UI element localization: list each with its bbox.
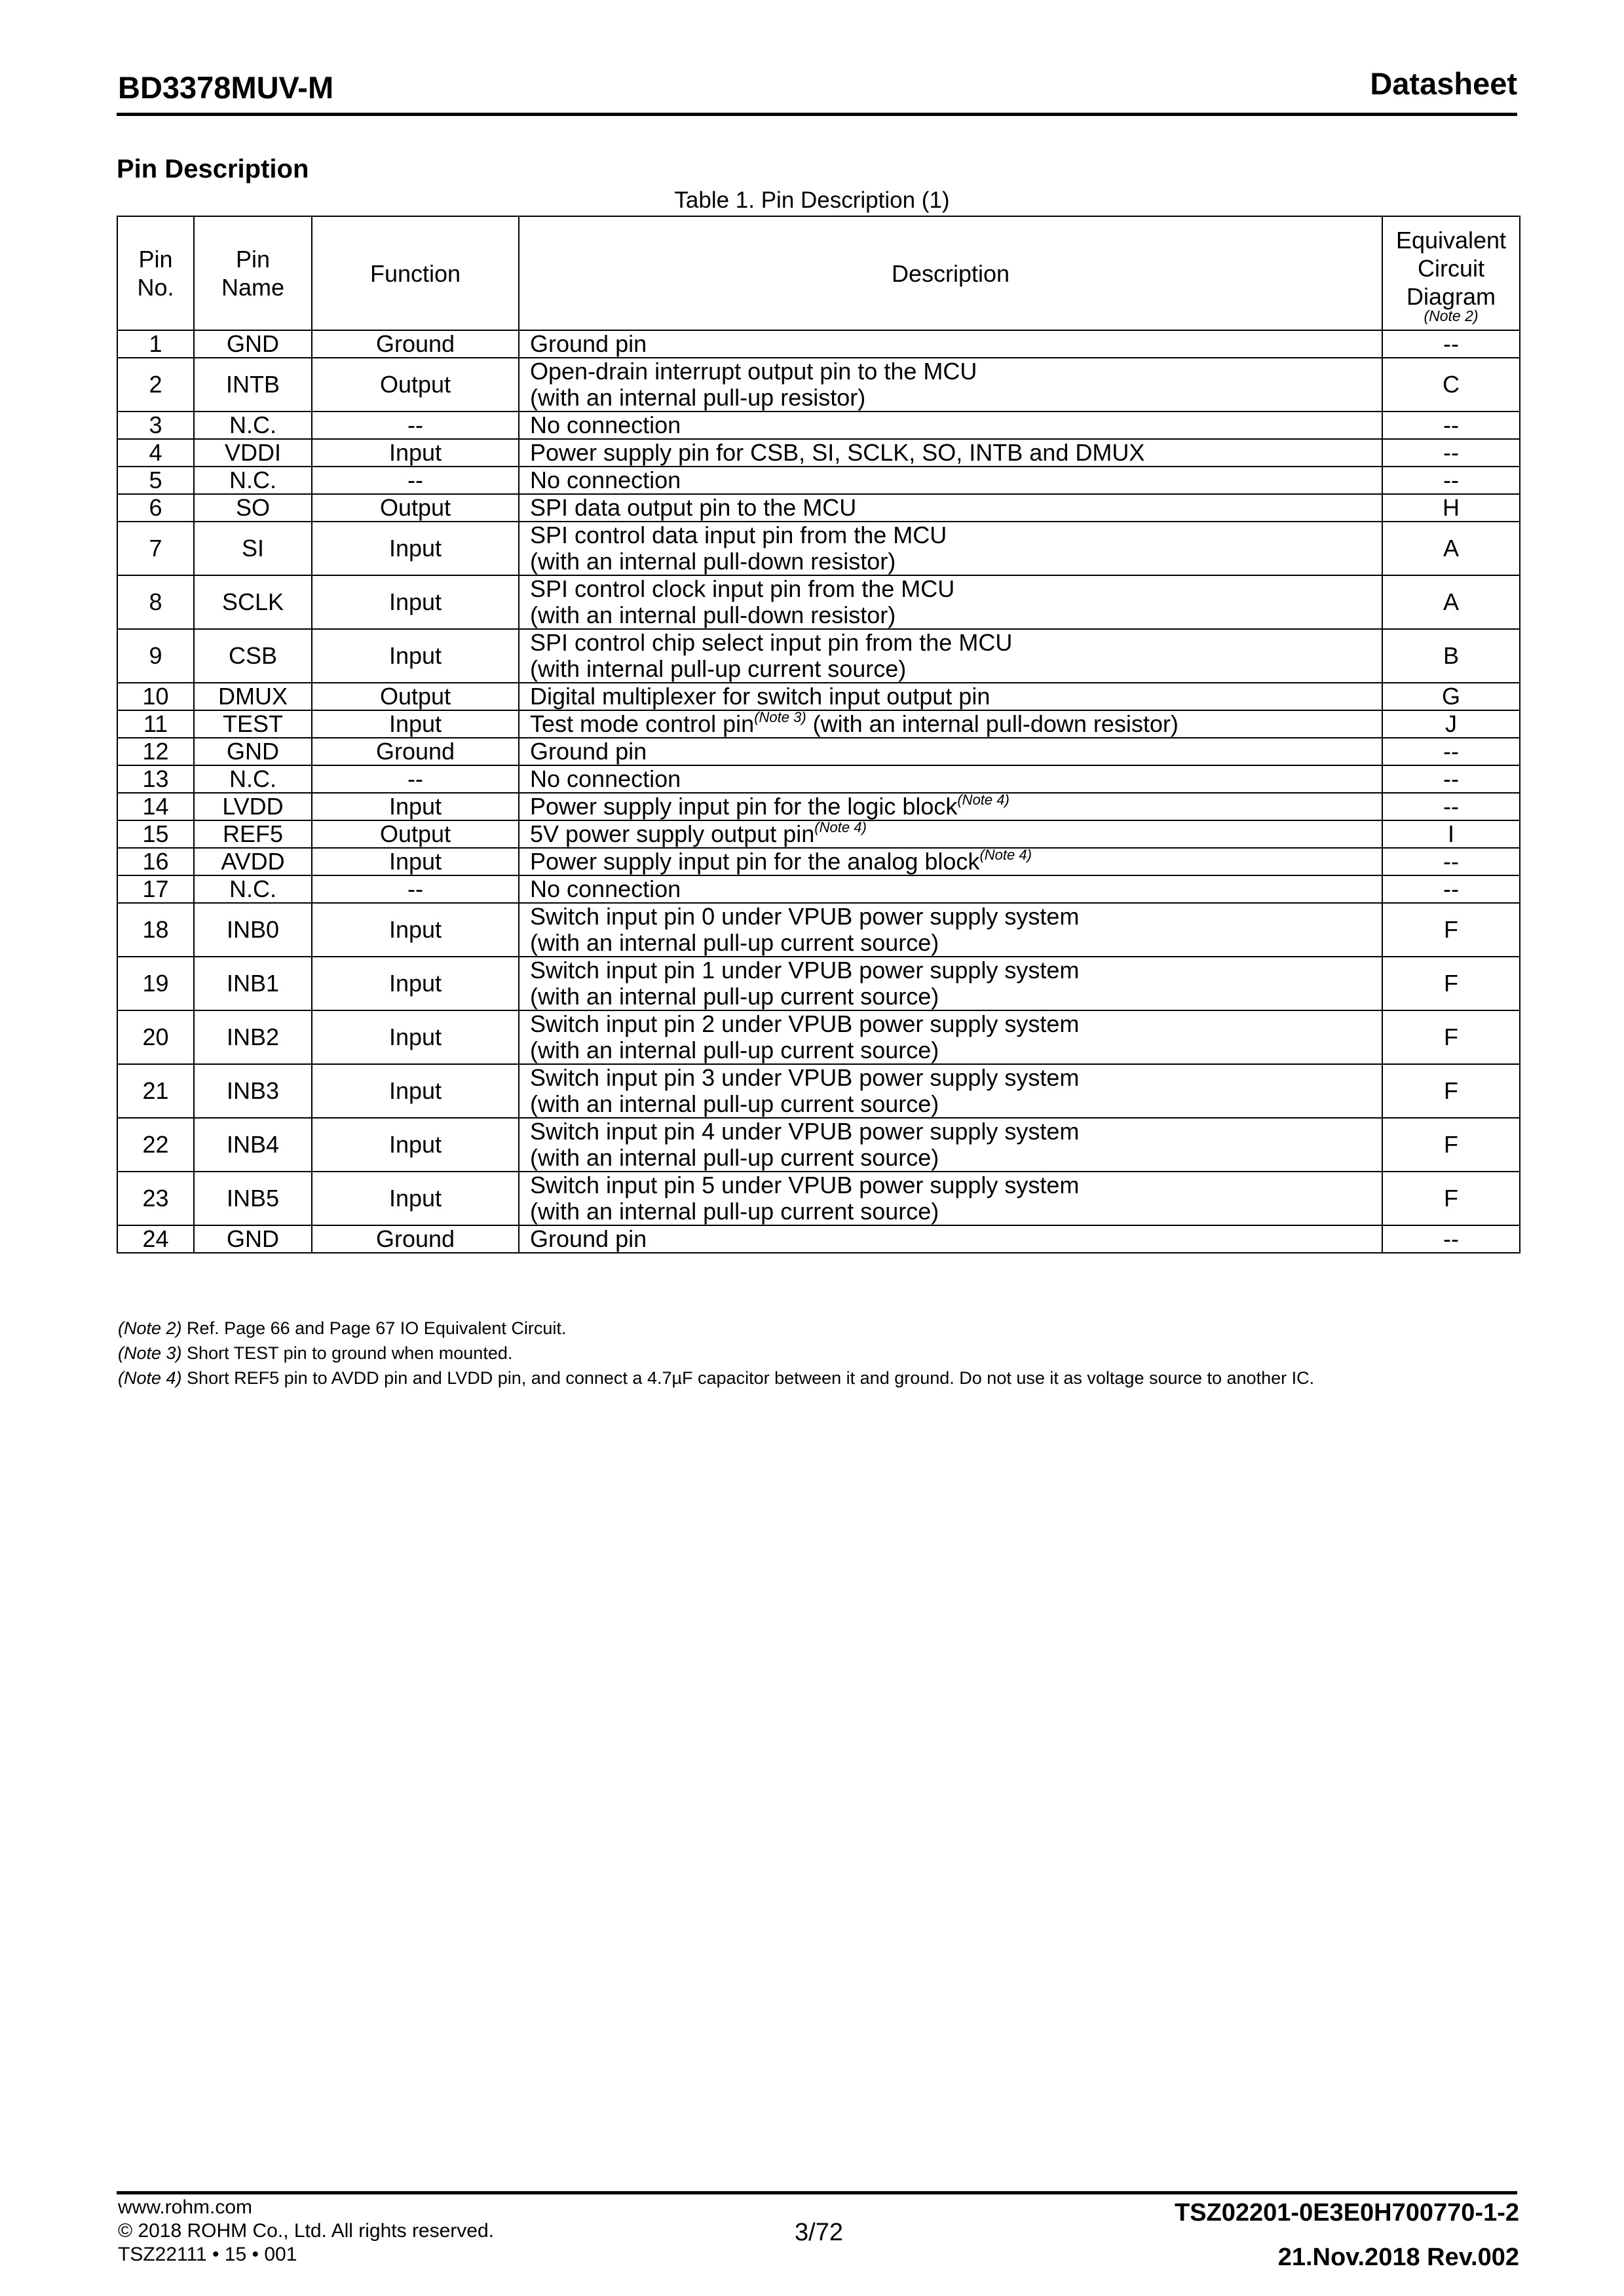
equivalent-circuit: J bbox=[1382, 710, 1520, 738]
description-line-2: (with an internal pull-up current source) bbox=[530, 1090, 939, 1117]
pin-function: Output bbox=[312, 820, 519, 848]
header-part-number: BD3378MUV-M bbox=[118, 70, 334, 105]
pin-description bbox=[519, 820, 1382, 848]
pin-description bbox=[519, 1172, 1382, 1225]
pin-name: DMUX bbox=[194, 683, 312, 710]
table-caption: Table 1. Pin Description (1) bbox=[674, 187, 950, 213]
pin-name: TEST bbox=[194, 710, 312, 738]
pin-function: Ground bbox=[312, 330, 519, 358]
pin-number: 17 bbox=[117, 875, 194, 903]
description-line-1: Switch input pin 4 under VPUB power supply system bbox=[530, 1118, 1080, 1145]
note-3: (Note 3) Short TEST pin to ground when mounted. bbox=[118, 1343, 513, 1363]
description-line-1: Ground pin bbox=[530, 738, 647, 765]
footer-page-number: 3/72 bbox=[795, 2219, 843, 2246]
pin-description bbox=[519, 330, 1382, 358]
pin-description bbox=[519, 411, 1382, 439]
pin-description bbox=[519, 683, 1382, 710]
equivalent-circuit: G bbox=[1382, 683, 1520, 710]
pin-function: Output bbox=[312, 358, 519, 411]
table-row bbox=[117, 522, 1520, 575]
equivalent-circuit: -- bbox=[1382, 411, 1520, 439]
pin-description bbox=[519, 903, 1382, 957]
pin-name: GND bbox=[194, 330, 312, 358]
equivalent-circuit: -- bbox=[1382, 439, 1520, 467]
pin-function: Input bbox=[312, 793, 519, 820]
notes bbox=[118, 1316, 1314, 1390]
table-row bbox=[117, 575, 1520, 629]
equivalent-circuit: -- bbox=[1382, 330, 1520, 358]
pin-function: Output bbox=[312, 683, 519, 710]
table-row bbox=[117, 1118, 1520, 1172]
pin-description bbox=[519, 1064, 1382, 1118]
equivalent-circuit: B bbox=[1382, 629, 1520, 683]
header-circuit-note: (Note 2) bbox=[1424, 307, 1479, 324]
pin-description-table bbox=[117, 216, 1520, 1253]
table-row bbox=[117, 710, 1520, 738]
pin-number: 15 bbox=[117, 820, 194, 848]
description-line-1: Digital multiplexer for switch input output pin bbox=[530, 683, 991, 710]
pin-function: Output bbox=[312, 494, 519, 522]
equivalent-circuit: H bbox=[1382, 494, 1520, 522]
pin-description bbox=[519, 710, 1382, 738]
description-line-1: Ground pin bbox=[530, 1225, 647, 1252]
pin-function: Input bbox=[312, 629, 519, 683]
pin-function: -- bbox=[312, 467, 519, 494]
pin-number: 14 bbox=[117, 793, 194, 820]
pin-function: Input bbox=[312, 848, 519, 875]
pin-description bbox=[519, 358, 1382, 411]
pin-number: 3 bbox=[117, 411, 194, 439]
equivalent-circuit: F bbox=[1382, 1064, 1520, 1118]
table-row bbox=[117, 439, 1520, 467]
pin-number: 11 bbox=[117, 710, 194, 738]
equivalent-circuit: I bbox=[1382, 820, 1520, 848]
pin-description bbox=[519, 575, 1382, 629]
header-description: Description bbox=[519, 216, 1382, 330]
pin-function: Ground bbox=[312, 738, 519, 765]
equivalent-circuit: -- bbox=[1382, 765, 1520, 793]
pin-description bbox=[519, 522, 1382, 575]
equivalent-circuit: F bbox=[1382, 903, 1520, 957]
pin-number: 9 bbox=[117, 629, 194, 683]
pin-number: 1 bbox=[117, 330, 194, 358]
pin-number: 10 bbox=[117, 683, 194, 710]
description-line-1: Switch input pin 2 under VPUB power supply system bbox=[530, 1010, 1080, 1037]
pin-function: -- bbox=[312, 875, 519, 903]
pin-description bbox=[519, 793, 1382, 820]
pin-function: Input bbox=[312, 575, 519, 629]
equivalent-circuit: -- bbox=[1382, 738, 1520, 765]
pin-function: -- bbox=[312, 411, 519, 439]
pin-number: 13 bbox=[117, 765, 194, 793]
pin-description bbox=[519, 765, 1382, 793]
table-row bbox=[117, 411, 1520, 439]
pin-description bbox=[519, 875, 1382, 903]
pin-function: Input bbox=[312, 1010, 519, 1064]
footer-rule bbox=[117, 2191, 1517, 2194]
pin-function: Input bbox=[312, 1172, 519, 1225]
pin-name: INTB bbox=[194, 358, 312, 411]
table-row bbox=[117, 1064, 1520, 1118]
table-row bbox=[117, 1225, 1520, 1253]
equivalent-circuit: A bbox=[1382, 522, 1520, 575]
header-pin-no: Pin No. bbox=[117, 216, 194, 330]
pin-description bbox=[519, 494, 1382, 522]
description-line-1: No connection bbox=[530, 467, 681, 493]
header-pin-name: Pin Name bbox=[194, 216, 312, 330]
note-reference: (Note 4) bbox=[957, 792, 1010, 808]
description-line-2: (with an internal pull-up current source) bbox=[530, 929, 939, 956]
pin-description bbox=[519, 1010, 1382, 1064]
pin-number: 20 bbox=[117, 1010, 194, 1064]
footer-doc-number: TSZ02201-0E3E0H700770-1-2 bbox=[1174, 2199, 1519, 2227]
pin-name: LVDD bbox=[194, 793, 312, 820]
header-circuit: Equivalent Circuit Diagram (Note 2) bbox=[1382, 216, 1520, 330]
pin-number: 6 bbox=[117, 494, 194, 522]
pin-number: 4 bbox=[117, 439, 194, 467]
pin-description bbox=[519, 738, 1382, 765]
pin-name: GND bbox=[194, 1225, 312, 1253]
pin-name: AVDD bbox=[194, 848, 312, 875]
description-line-2: (with an internal pull-up current source) bbox=[530, 1144, 939, 1171]
pin-number: 24 bbox=[117, 1225, 194, 1253]
pin-number: 22 bbox=[117, 1118, 194, 1172]
equivalent-circuit: F bbox=[1382, 1118, 1520, 1172]
pin-number: 18 bbox=[117, 903, 194, 957]
pin-name: INB5 bbox=[194, 1172, 312, 1225]
table-row bbox=[117, 875, 1520, 903]
pin-name: INB1 bbox=[194, 957, 312, 1010]
table-row bbox=[117, 629, 1520, 683]
description-line-1: Switch input pin 0 under VPUB power supply system bbox=[530, 903, 1080, 930]
description-tail: (with an internal pull-down resistor) bbox=[806, 710, 1179, 737]
equivalent-circuit: -- bbox=[1382, 793, 1520, 820]
table-row bbox=[117, 903, 1520, 957]
table-row bbox=[117, 848, 1520, 875]
pin-name: SO bbox=[194, 494, 312, 522]
pin-name: VDDI bbox=[194, 439, 312, 467]
note-2: (Note 2) Ref. Page 66 and Page 67 IO Equivalent Circuit. bbox=[118, 1318, 567, 1338]
note-reference: (Note 3) bbox=[754, 709, 806, 725]
pin-name: GND bbox=[194, 738, 312, 765]
description-line-1: SPI control clock input pin from the MCU bbox=[530, 575, 955, 602]
pin-description bbox=[519, 1225, 1382, 1253]
pin-name: INB4 bbox=[194, 1118, 312, 1172]
pin-number: 21 bbox=[117, 1064, 194, 1118]
description-line-1: No connection bbox=[530, 411, 681, 438]
pin-function: -- bbox=[312, 765, 519, 793]
pin-number: 7 bbox=[117, 522, 194, 575]
footer-revision: 21.Nov.2018 Rev.002 bbox=[1277, 2244, 1519, 2271]
description-line-1: Ground pin bbox=[530, 330, 647, 357]
equivalent-circuit: C bbox=[1382, 358, 1520, 411]
equivalent-circuit: -- bbox=[1382, 1225, 1520, 1253]
description-line-1: No connection bbox=[530, 765, 681, 792]
table-row bbox=[117, 738, 1520, 765]
description-line-1: Open-drain interrupt output pin to the MCU bbox=[530, 358, 977, 385]
description-line-1: SPI control data input pin from the MCU bbox=[530, 522, 947, 548]
pin-name: N.C. bbox=[194, 467, 312, 494]
pin-number: 8 bbox=[117, 575, 194, 629]
pin-description bbox=[519, 629, 1382, 683]
pin-name: N.C. bbox=[194, 411, 312, 439]
description-line-1: No connection bbox=[530, 875, 681, 902]
table-row bbox=[117, 793, 1520, 820]
note-reference: (Note 4) bbox=[979, 847, 1032, 863]
equivalent-circuit: -- bbox=[1382, 848, 1520, 875]
description-line-1: Power supply pin for CSB, SI, SCLK, SO, INTB and DMUX bbox=[530, 439, 1145, 466]
equivalent-circuit: F bbox=[1382, 1010, 1520, 1064]
pin-number: 19 bbox=[117, 957, 194, 1010]
footer-website[interactable]: www.rohm.com bbox=[118, 2196, 253, 2218]
note-reference: (Note 4) bbox=[814, 819, 867, 835]
description-line-1: Switch input pin 1 under VPUB power supply system bbox=[530, 957, 1080, 984]
table-row bbox=[117, 330, 1520, 358]
table-row bbox=[117, 358, 1520, 411]
pin-function: Input bbox=[312, 957, 519, 1010]
description-line-2: (with an internal pull-up current source) bbox=[530, 1037, 939, 1063]
description-line-2: (with an internal pull-down resistor) bbox=[530, 548, 896, 575]
footer-left bbox=[118, 2196, 494, 2267]
description-line-1: Power supply input pin for the analog block bbox=[530, 848, 980, 875]
pin-function: Ground bbox=[312, 1225, 519, 1253]
table-row bbox=[117, 765, 1520, 793]
table-row bbox=[117, 957, 1520, 1010]
pin-name: INB2 bbox=[194, 1010, 312, 1064]
description-line-2: (with internal pull-up current source) bbox=[530, 655, 907, 682]
pin-name: CSB bbox=[194, 629, 312, 683]
description-line-2: (with an internal pull-down resistor) bbox=[530, 602, 896, 628]
pin-function: Input bbox=[312, 903, 519, 957]
header-doc-type: Datasheet bbox=[1370, 66, 1517, 101]
note-4: (Note 4) Short REF5 pin to AVDD pin and LVDD pin, and connect a 4.7µF capacitor between it and ground. Do not use it as voltage source to another IC. bbox=[118, 1368, 1315, 1388]
equivalent-circuit: -- bbox=[1382, 467, 1520, 494]
description-line-2: (with an internal pull-up resistor) bbox=[530, 384, 866, 411]
pin-description bbox=[519, 467, 1382, 494]
description-line-1: Test mode control pin bbox=[530, 710, 755, 737]
pin-name: N.C. bbox=[194, 875, 312, 903]
pin-function: Input bbox=[312, 522, 519, 575]
pin-description bbox=[519, 439, 1382, 467]
description-line-1: Switch input pin 3 under VPUB power supply system bbox=[530, 1064, 1080, 1091]
table-body bbox=[117, 330, 1520, 1253]
pin-number: 12 bbox=[117, 738, 194, 765]
table-row bbox=[117, 467, 1520, 494]
table-row bbox=[117, 1010, 1520, 1064]
pin-description bbox=[519, 957, 1382, 1010]
equivalent-circuit: F bbox=[1382, 957, 1520, 1010]
table-row bbox=[117, 820, 1520, 848]
description-line-1: Switch input pin 5 under VPUB power supply system bbox=[530, 1172, 1080, 1198]
equivalent-circuit: A bbox=[1382, 575, 1520, 629]
pin-function: Input bbox=[312, 439, 519, 467]
equivalent-circuit: F bbox=[1382, 1172, 1520, 1225]
equivalent-circuit: -- bbox=[1382, 875, 1520, 903]
description-line-2: (with an internal pull-up current source) bbox=[530, 983, 939, 1010]
pin-name: N.C. bbox=[194, 765, 312, 793]
description-line-1: Power supply input pin for the logic block bbox=[530, 793, 958, 820]
pin-function: Input bbox=[312, 1118, 519, 1172]
description-line-1: SPI control chip select input pin from the MCU bbox=[530, 629, 1013, 656]
description-line-2: (with an internal pull-up current source) bbox=[530, 1198, 939, 1225]
pin-function: Input bbox=[312, 710, 519, 738]
pin-number: 5 bbox=[117, 467, 194, 494]
pin-name: INB3 bbox=[194, 1064, 312, 1118]
pin-name: INB0 bbox=[194, 903, 312, 957]
section-title: Pin Description bbox=[117, 155, 309, 183]
description-line-1: SPI data output pin to the MCU bbox=[530, 494, 857, 521]
pin-number: 16 bbox=[117, 848, 194, 875]
pin-name: SCLK bbox=[194, 575, 312, 629]
header-function: Function bbox=[312, 216, 519, 330]
header-rule bbox=[117, 113, 1517, 116]
table-row bbox=[117, 494, 1520, 522]
pin-number: 23 bbox=[117, 1172, 194, 1225]
footer-code: TSZ22111 • 15 • 001 bbox=[118, 2244, 297, 2265]
table-row bbox=[117, 683, 1520, 710]
table-row bbox=[117, 1172, 1520, 1225]
table-header-row bbox=[117, 216, 1520, 330]
pin-description bbox=[519, 1118, 1382, 1172]
pin-description bbox=[519, 848, 1382, 875]
pin-name: SI bbox=[194, 522, 312, 575]
description-line-1: 5V power supply output pin bbox=[530, 820, 815, 847]
pin-number: 2 bbox=[117, 358, 194, 411]
pin-name: REF5 bbox=[194, 820, 312, 848]
footer-copyright: © 2018 ROHM Co., Ltd. All rights reserved. bbox=[118, 2220, 494, 2242]
pin-function: Input bbox=[312, 1064, 519, 1118]
